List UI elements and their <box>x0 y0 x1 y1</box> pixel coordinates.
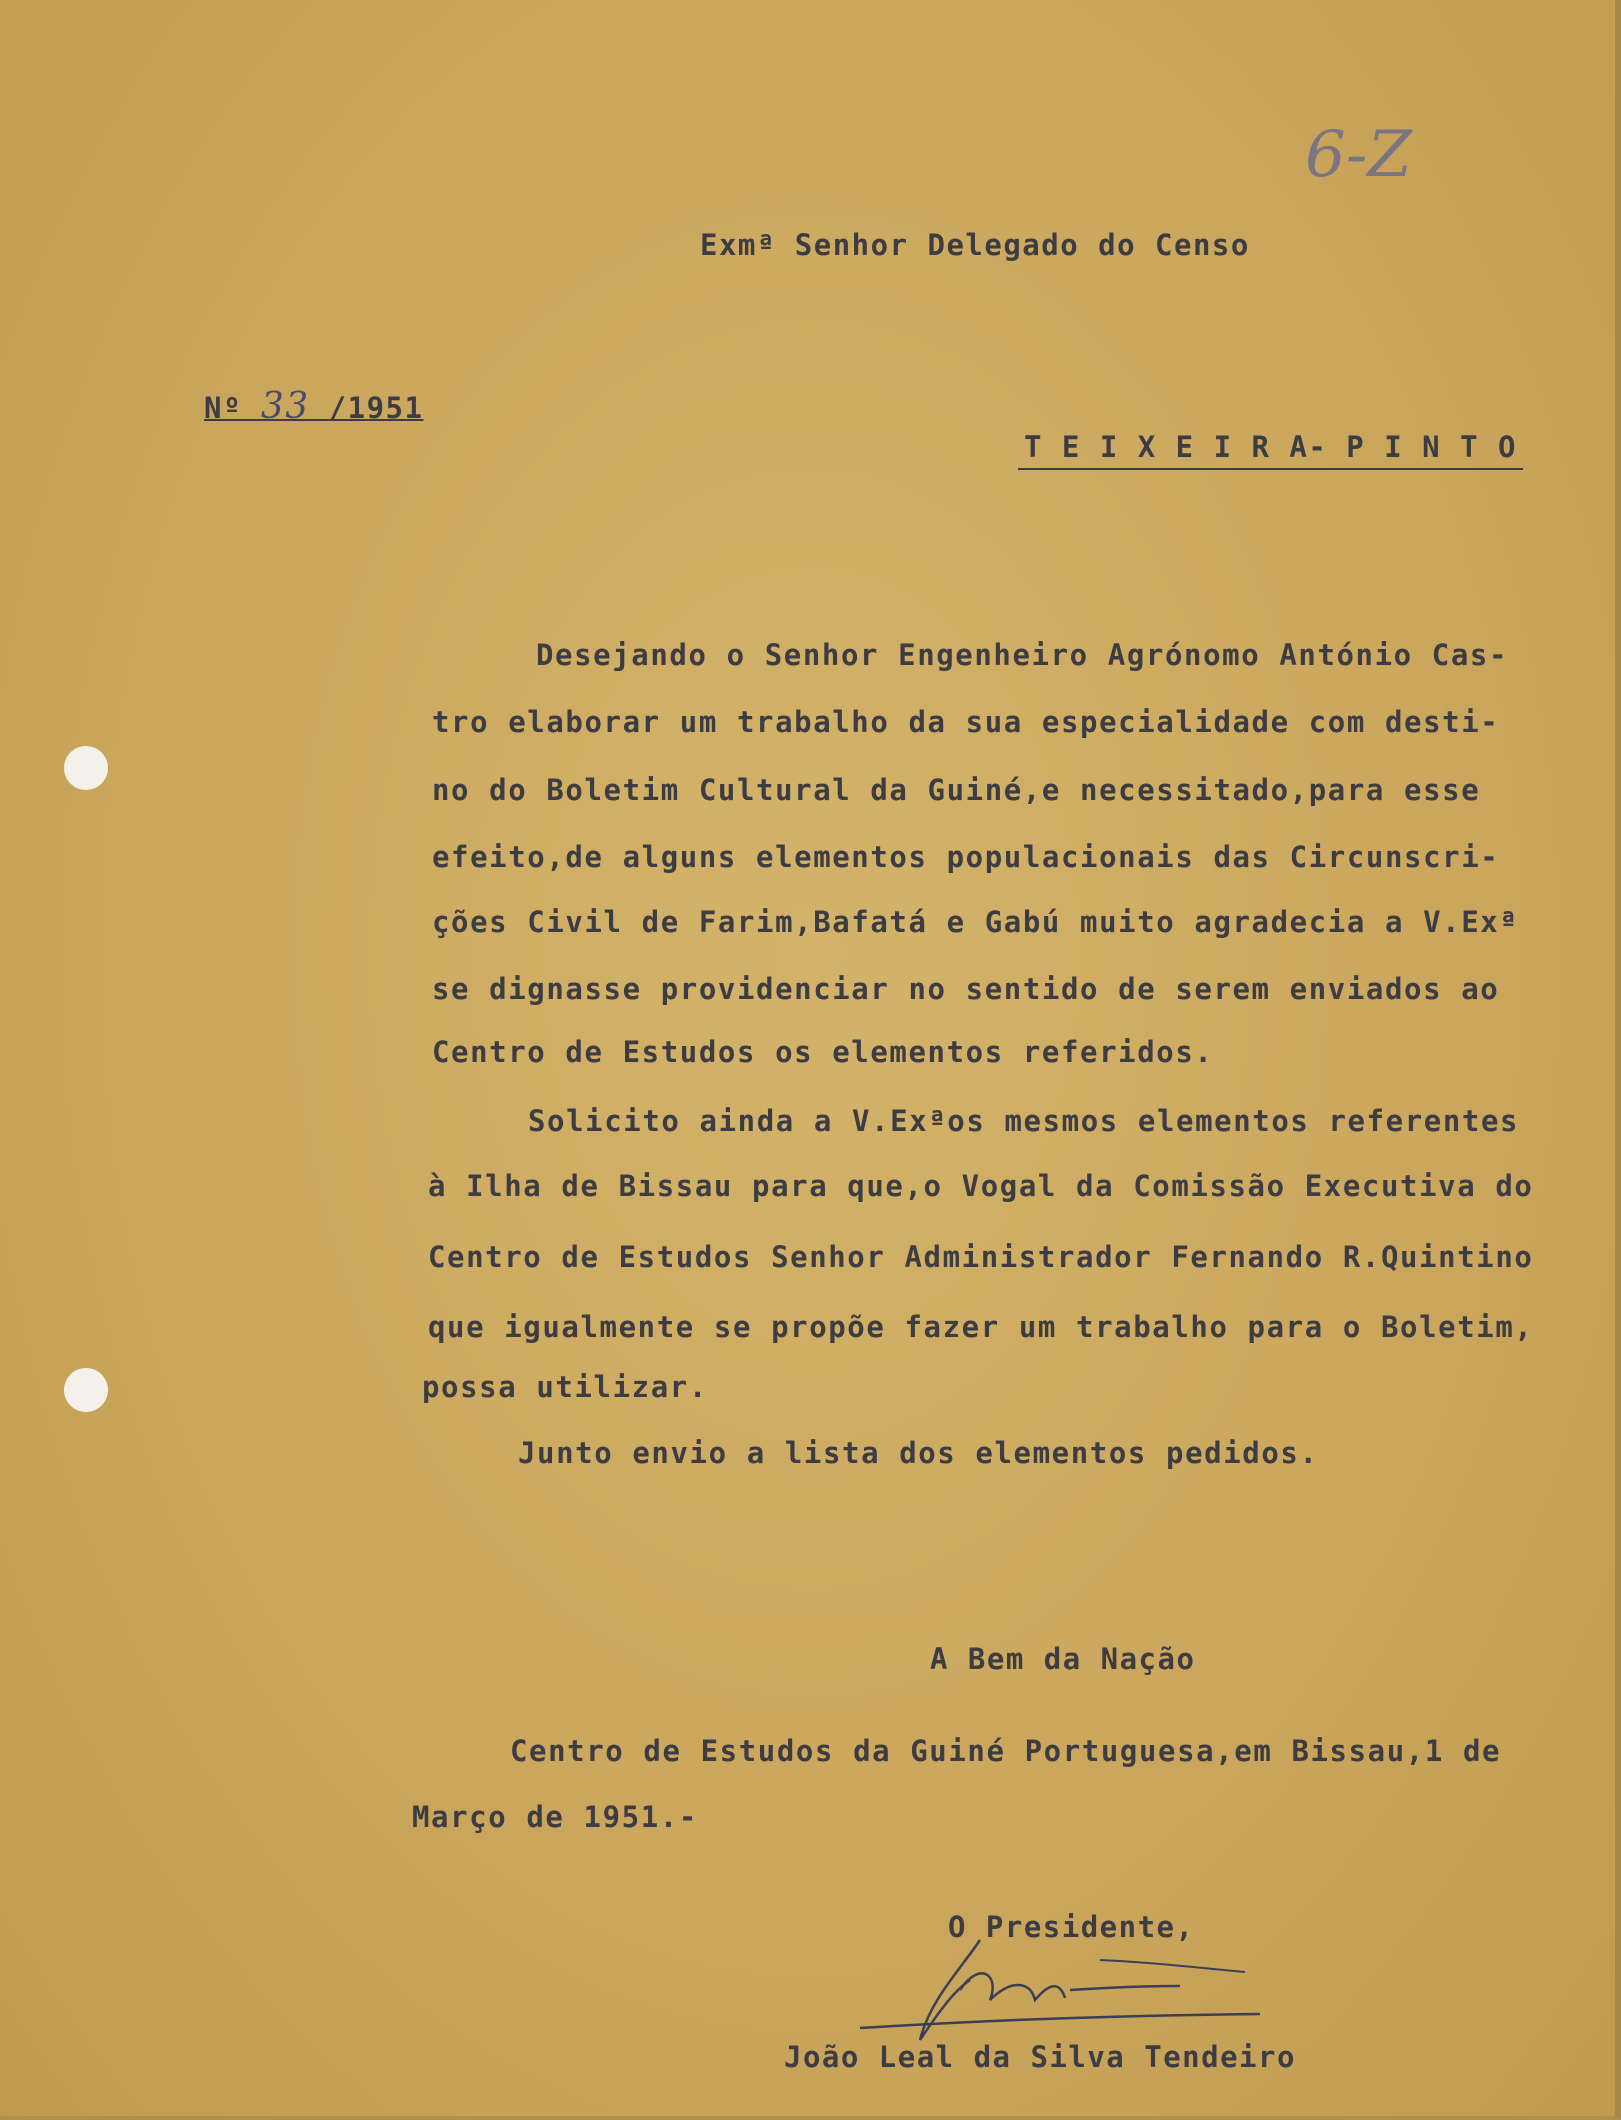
addressee-line: Exmª Senhor Delegado do Censo <box>700 228 1250 262</box>
paragraph-2-line: Centro de Estudos Senhor Administrador Fernando R.Quintino <box>428 1240 1534 1274</box>
reference-handwritten-number: 33 <box>260 386 310 427</box>
paragraph-1-line: se dignasse providenciar no sentido de serem enviados ao <box>432 972 1500 1006</box>
paragraph-1-line: no do Boletim Cultural da Guiné,e necessitado,para esse <box>432 773 1481 807</box>
paragraph-3: Junto envio a lista dos elementos pedidos. <box>518 1436 1319 1470</box>
paragraph-2-line: Solicito ainda a V.Exªos mesmos elementos referentes <box>528 1104 1520 1138</box>
handwritten-signature <box>860 1920 1280 2050</box>
signatory-name: João Leal da Silva Tendeiro <box>784 2040 1296 2074</box>
punch-hole-top <box>64 746 108 790</box>
place-date-line: Março de 1951.- <box>412 1800 698 1834</box>
paragraph-1-line: Centro de Estudos os elementos referidos. <box>432 1035 1214 1069</box>
pencil-archive-mark: 6-Z <box>1305 118 1412 192</box>
paragraph-1-line: Desejando o Senhor Engenheiro Agrónomo António Cas- <box>536 638 1509 672</box>
paragraph-1-line: efeito,de alguns elementos populacionais das Circunscri- <box>432 840 1500 874</box>
closing-salutation: A Bem da Nação <box>930 1642 1196 1676</box>
destination-line: T E I X E I R A- P I N T O <box>1018 430 1523 470</box>
signatory-title: O Presidente, <box>948 1910 1195 1944</box>
reference-prefix: Nº <box>204 391 242 425</box>
place-date-line: Centro de Estudos da Guiné Portuguesa,em Bissau,1 de <box>510 1734 1502 1768</box>
punch-hole-bottom <box>64 1368 108 1412</box>
paragraph-2-line: que igualmente se propõe fazer um trabalho para o Boletim, <box>428 1310 1534 1344</box>
reference-number <box>204 386 423 427</box>
paragraph-2-line: possa utilizar. <box>422 1370 708 1404</box>
reference-year: /1951 <box>328 391 424 425</box>
paragraph-1-line: tro elaborar um trabalho da sua especialidade com desti- <box>432 705 1500 739</box>
paragraph-1-line: ções Civil de Farim,Bafatá e Gabú muito agradecia a V.Exª <box>432 905 1519 939</box>
paragraph-2-line: à Ilha de Bissau para que,o Vogal da Comissão Executiva do <box>428 1169 1534 1203</box>
